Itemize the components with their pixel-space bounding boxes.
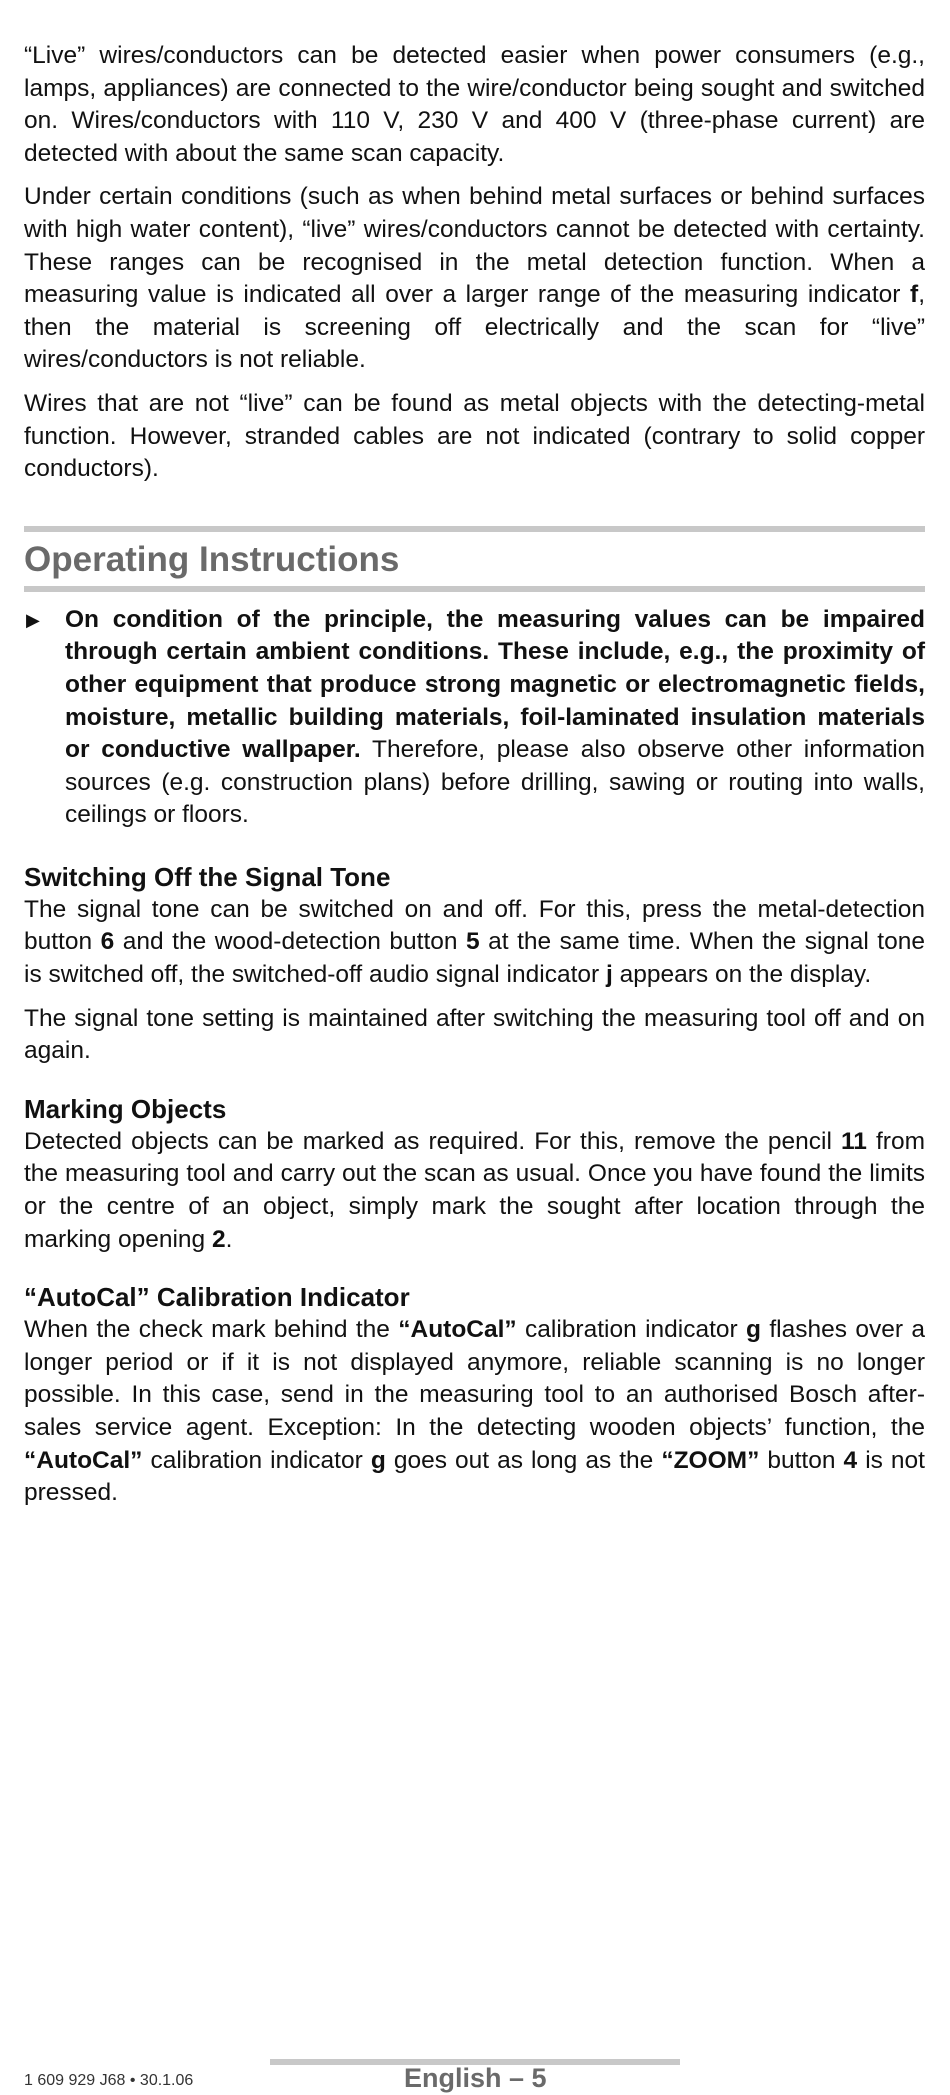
autocal-paragraph: When the check mark behind the “AutoCal” calibration indicator g flashes over a longer period or if it is not displayed anymore, reliable scanning is no longer possible. In this case, send in the measuring tool to an authorised Bosch after-sales service agent. Exception: In the detecting wooden objects’ function, the “AutoCal” calibration indicator g goes out as long as the “ZOOM” button 4 is not pressed. [24, 1316, 925, 1507]
intro-paragraph-1: “Live” wires/conductors can be detected easier when power consumers (e.g., lamps, appliances) are connected to the wire/conductor being sought and switched on. Wires/conductors with 110 V, 230 V and 400 V (three-phase current) are detected with about the same scan capacity. [24, 42, 925, 167]
intro-paragraph-2: Under certain conditions (such as when behind metal surfaces or behind surfaces with high water content), “live” wires/conductors cannot be detected with certainty. These ranges can be recognised in the metal detection function. When a measuring value is indicated all over a larger range of the measuring indicator f, then the material is screening off electrically and the scan for “live” wires/conductors is not reliable. [24, 183, 925, 374]
heading-autocal: “AutoCal” Calibration Indicator [24, 1282, 410, 1313]
intro-paragraph-3: Wires that are not “live” can be found as metal objects with the detecting-metal function. However, stranded cables are not indicated (contrary to solid copper conductors). [24, 389, 925, 483]
warning-text: On condition of the principle, the measuring values can be impaired through certain ambient conditions. These include, e.g., the proximity of other equipment that produce strong magnetic or electromagnetic fields, moisture, metallic building materials, foil-laminated insulation materials or conductive wallpaper. Therefore, please also observe other information sources (e.g. construction plans) before drilling, sawing or routing into walls, ceilings or floors. [65, 605, 925, 829]
footer-doc-id: 1 609 929 J68 • 30.1.06 [24, 2072, 194, 2089]
section-rule-top [24, 526, 925, 532]
reference-f: f [910, 281, 919, 309]
heading-signal-tone: Switching Off the Signal Tone [24, 861, 391, 892]
footer-page-label: English – 5 [404, 2063, 547, 2093]
signal-tone-paragraph-2: The signal tone setting is maintained after switching the measuring tool off and on again. [24, 1004, 925, 1065]
section-rule-bottom [24, 586, 925, 592]
triangle-bullet-icon: ▶ [26, 609, 40, 630]
document-page [24, 40, 925, 1510]
warning-bullet [24, 604, 925, 832]
heading-marking-objects: Marking Objects [24, 1093, 227, 1124]
marking-paragraph: Detected objects can be marked as required. For this, remove the pencil 11 from the measuring tool and carry out the scan as usual. Once you have found the limits or the centre of an object, simply mark the sought after location through the marking opening 2. [24, 1127, 925, 1253]
section-title: Operating Instructions [24, 539, 400, 579]
signal-tone-paragraph-1: The signal tone can be switched on and off. For this, press the metal-detection button 6 and the wood-detection button 5 at the same time. When the signal tone is switched off, the switched-off audio signal indicator j appears on the display. [24, 895, 925, 989]
